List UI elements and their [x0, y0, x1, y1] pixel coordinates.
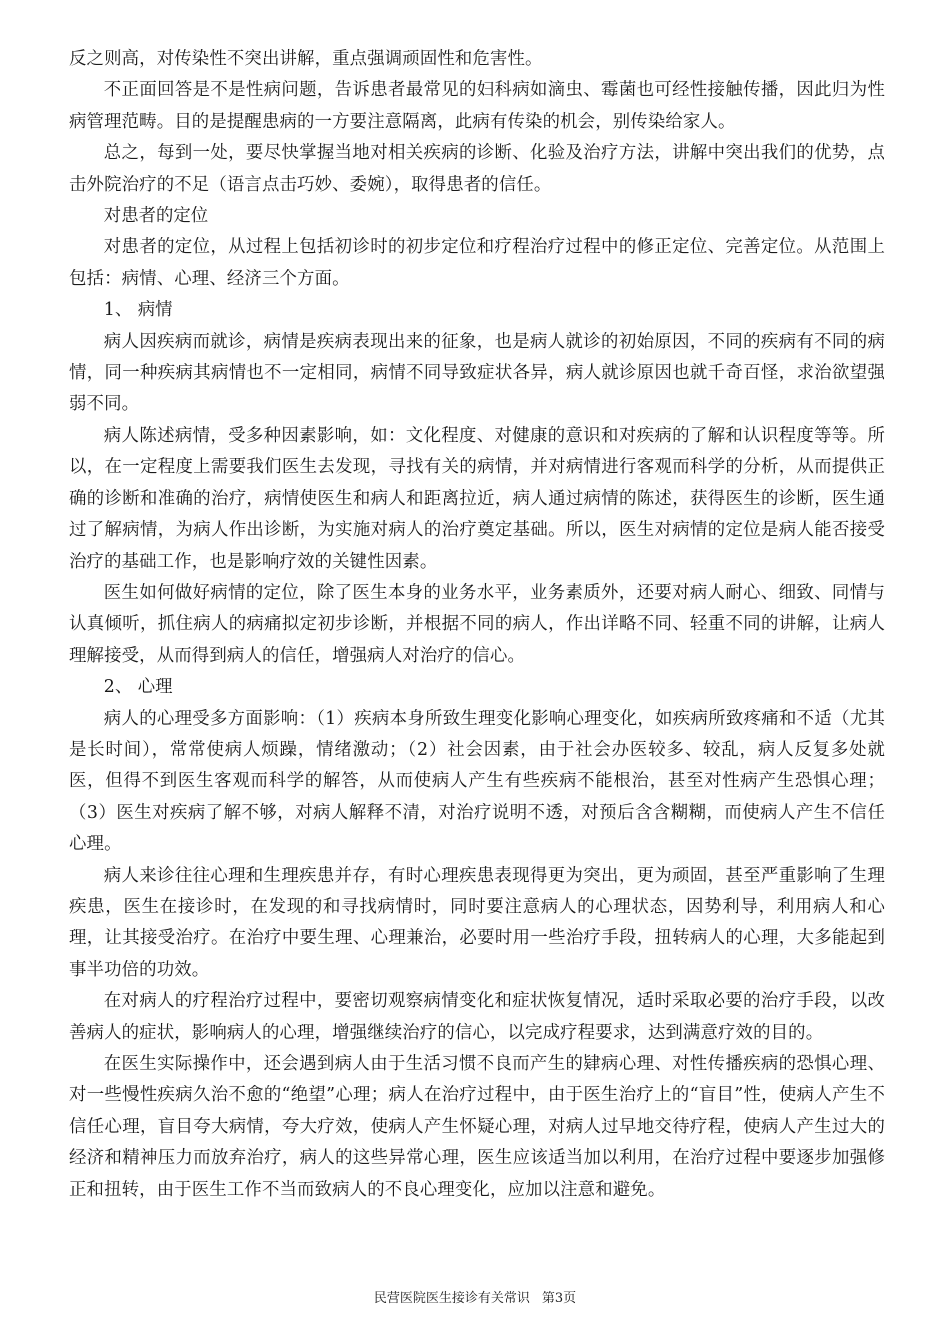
paragraph: 病人来诊往往心理和生理疾患并存，有时心理疾患表现得更为突出，更为顽固，甚至严重影响了生理疾患，医生在接诊时，在发现的和寻找病情时，同时要注意病人的心理状态，因势利导，利用病人和心理，让其接受治疗。在治疗中要生理、心理兼治，必要时用一些治疗手段，扭转病人的心理，大多能起到事半功倍的功效。 — [69, 865, 885, 980]
footer-title: 民营医院医生接诊有关常识 — [373, 1291, 530, 1306]
page-footer — [0, 1290, 950, 1308]
paragraph: 对患者的定位，从过程上包括初诊时的初步定位和疗程治疗过程中的修正定位、完善定位。从范围上包括：病情、心理、经济三个方面。 — [69, 237, 885, 289]
section-heading: 对患者的定位 — [103, 206, 209, 227]
page-number: 第3页 — [541, 1291, 577, 1306]
section-heading: 1、 病情 — [103, 300, 173, 321]
paragraph: 不正面回答是不是性病问题，告诉患者最常见的妇科病如滴虫、霉菌也可经性接触传播，因此归为性病管理范畴。目的是提醒患病的一方要注意隔离，此病有传染的机会，别传染给家人。 — [69, 80, 885, 132]
section-heading: 2、 心理 — [103, 677, 173, 698]
paragraph: 在对病人的疗程治疗过程中，要密切观察病情变化和症状恢复情况，适时采取必要的治疗手段，以改善病人的症状，影响病人的心理，增强继续治疗的信心，以完成疗程要求，达到满意疗效的目的。 — [69, 991, 885, 1043]
paragraph: 在医生实际操作中，还会遇到病人由于生活习惯不良而产生的肄病心理、对性传播疾病的恐惧心理、对一些慢性疾病久治不愈的“绝望”心理；病人在治疗过程中，由于医生治疗上的“盲目”性，使病人产生不信任心理，盲目夸大病情，夸大疗效，使病人产生怀疑心理，对病人过早地交待疗程，使病人产生过大的经济和精神压力而放弃治疗，病人的这些异常心理，医生应该适当加以利用，在治疗过程中要逐步加强修正和扭转，由于医生工作不当而致病人的不良心理变化，应加以注意和避免。 — [69, 1054, 885, 1200]
document-body — [69, 44, 885, 1206]
paragraph: 医生如何做好病情的定位，除了医生本身的业务水平，业务素质外，还要对病人耐心、细致、同情与认真倾听，抓住病人的病痛拟定初步诊断，并根据不同的病人，作出详略不同、轻重不同的讲解，让病人理解接受，从而得到病人的信任，增强病人对治疗的信心。 — [69, 582, 885, 666]
paragraph: 病人的心理受多方面影响：（1）疾病本身所致生理变化影响心理变化，如疾病所致疼痛和不适（尤其是长时间），常常使病人烦躁，情绪激动；（2）社会因素，由于社会办医较多、较乱，病人反复多处就医，但得不到医生客观而科学的解答，从而使病人产生有些疾病不能根治，甚至对性病产生恐惧心理；（3）医生对疾病了解不够，对病人解释不清，对治疗说明不透，对预后含含糊糊，而使病人产生不信任心理。 — [69, 708, 885, 855]
paragraph: 病人陈述病情，受多种因素影响，如：文化程度、对健康的意识和对疾病的了解和认识程度等等。所以，在一定程度上需要我们医生去发现，寻找有关的病情，并对病情进行客观而科学的分析，从而提供正确的诊断和准确的治疗，病情使医生和病人和距离拉近，病人通过病情的陈述，获得医生的诊断，医生通过了解病情，为病人作出诊断，为实施对病人的治疗奠定基础。所以，医生对病情的定位是病人能否接受治疗的基础工作，也是影响疗效的关键性因素。 — [69, 425, 885, 572]
paragraph: 病人因疾病而就诊，病情是疾病表现出来的征象，也是病人就诊的初始原因，不同的疾病有不同的病情，同一种疾病其病情也不一定相同，病情不同导致症状各异，病人就诊原因也就千奇百怪，求治欲望强弱不同。 — [69, 331, 885, 415]
paragraph: 反之则高，对传染性不突出讲解，重点强调顽固性和危害性。 — [69, 49, 543, 69]
paragraph: 总之，每到一处，要尽快掌握当地对相关疾病的诊断、化验及治疗方法，讲解中突出我们的优势，点击外院治疗的不足（语言点击巧妙、委婉），取得患者的信任。 — [69, 143, 885, 195]
